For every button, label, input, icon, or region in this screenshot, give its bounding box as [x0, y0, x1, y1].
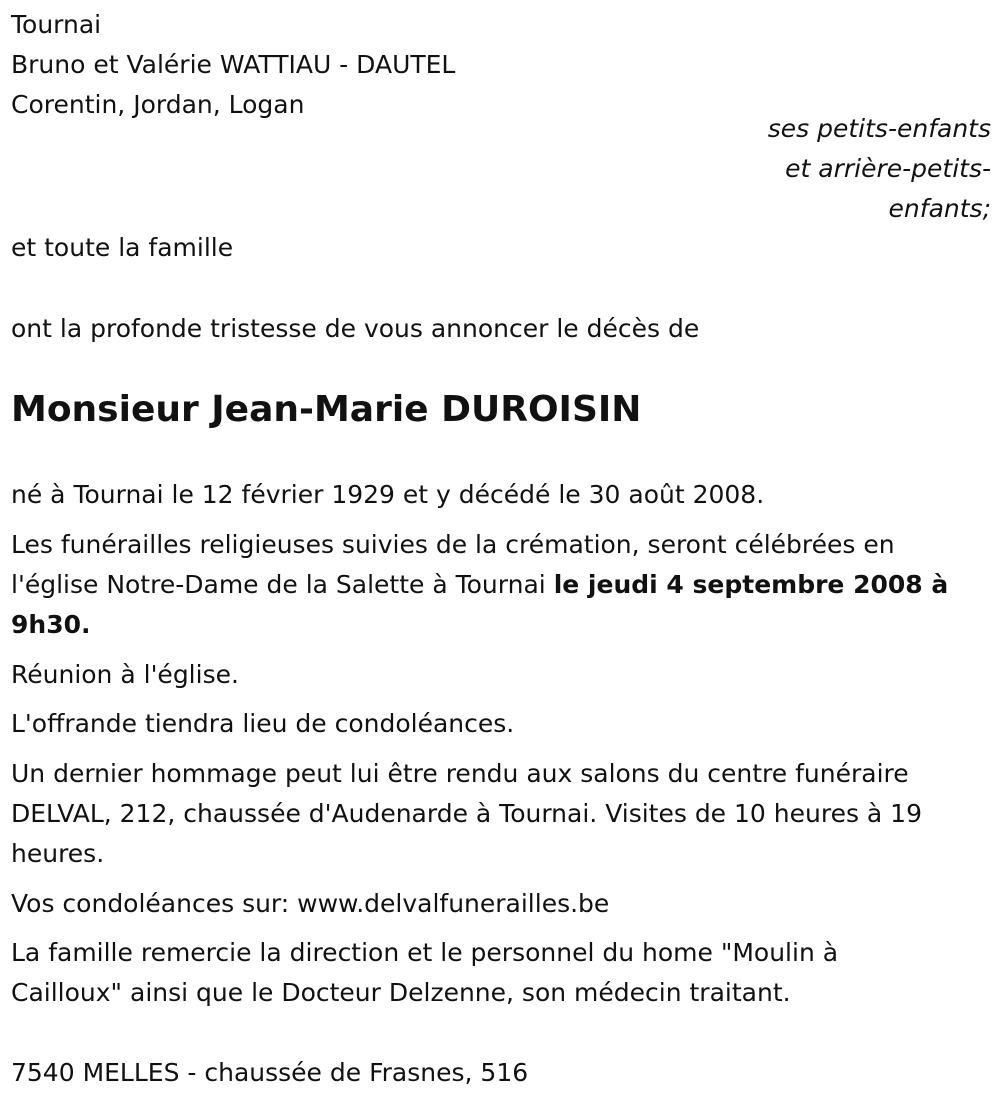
announcement-line: ont la profonde tristesse de vous annoncer le décès de [11, 314, 700, 343]
family-line-3: et toute la famille [11, 233, 234, 262]
offering-line: L'offrande tiendra lieu de condoléances. [11, 709, 515, 738]
homage-line-1: Un dernier hommage peut lui être rendu aux salons du centre funéraire [11, 759, 909, 788]
funeral-line-2 [11, 565, 948, 605]
birth-death-line: né à Tournai le 12 février 1929 et y décédé le 30 août 2008. [11, 480, 765, 509]
city-line: Tournai [11, 10, 102, 39]
funeral-line-1: Les funérailles religieuses suivies de la crémation, seront célébrées en [11, 530, 895, 559]
meeting-line: Réunion à l'église. [11, 660, 239, 689]
family-line-2: Corentin, Jordan, Logan [11, 90, 305, 119]
relationship-block [11, 109, 991, 229]
relationship-line-1: ses petits-enfants [767, 114, 991, 143]
thanks-line-1: La famille remercie la direction et le personnel du home "Moulin à [11, 938, 839, 967]
deceased-name: Monsieur Jean-Marie DUROISIN [11, 389, 642, 430]
condolences-line: Vos condoléances sur: www.delvalfunerailles.be [11, 889, 610, 918]
family-line-1: Bruno et Valérie WATTIAU - DAUTEL [11, 50, 456, 79]
thanks-line-2: Cailloux" ainsi que le Docteur Delzenne, son médecin traitant. [11, 978, 791, 1007]
homage-line-2: DELVAL, 212, chaussée d'Audenarde à Tournai. Visites de 10 heures à 19 [11, 799, 922, 828]
homage-line-3: heures. [11, 839, 105, 868]
relationship-line-2: et arrière-petits- [785, 154, 991, 183]
funeral-time: 9h30. [11, 610, 91, 639]
funeral-location: l'église Notre-Dame de la Salette à Tournai [11, 570, 554, 599]
address-line: 7540 MELLES - chaussée de Frasnes, 516 [11, 1058, 529, 1087]
relationship-line-3: enfants; [888, 194, 991, 223]
funeral-date: le jeudi 4 septembre 2008 à [553, 570, 949, 599]
